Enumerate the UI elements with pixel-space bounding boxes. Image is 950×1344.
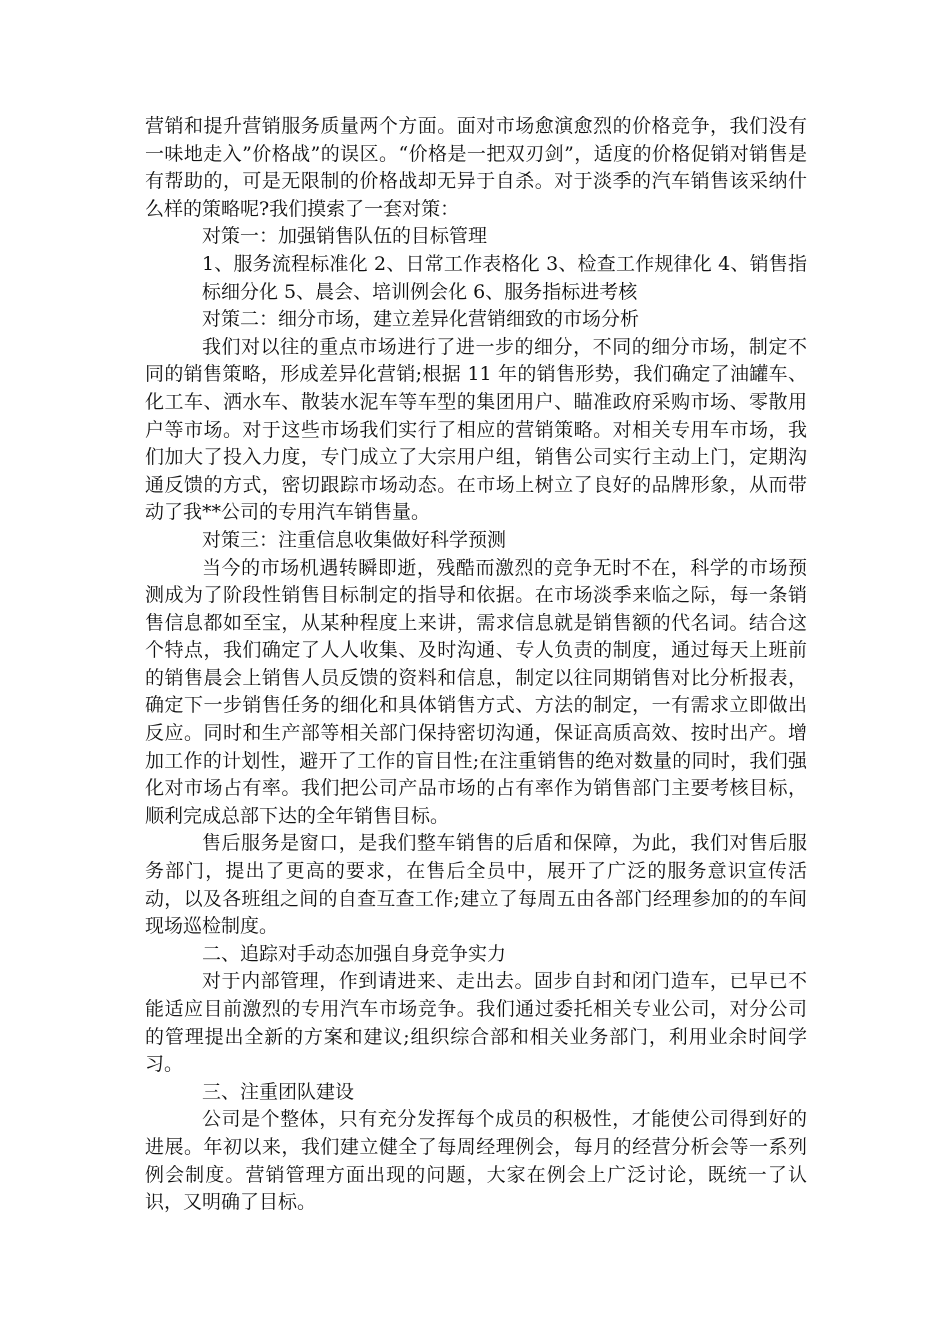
paragraph-after-sales: 售后服务是窗口，是我们整车销售的后盾和保障，为此，我们对售后服务部门，提出了更高的要求，在售后全员中，展开了广泛的服务意识宣传活动，以及各班组之间的自查互查工作;建立了每周五由各部门经理参加的的车间现场巡检制度。	[145, 832, 807, 938]
paragraph-team-building: 公司是个整体，只有充分发挥每个成员的积极性，才能使公司得到好的进展。年初以来，我们建立健全了每周经理例会，每月的经营分析会等一系列例会制度。营销管理方面出现的问题，大家在例会上广泛讨论，既统一了认识，又明确了目标。	[145, 1108, 807, 1214]
heading-strategy-one: 对策一：加强销售队伍的目标管理	[202, 225, 488, 248]
heading-section-three: 三、注重团队建设	[202, 1080, 355, 1103]
strategy-one-list: 1、服务流程标准化 2、日常工作表格化 3、检查工作规律化 4、销售指标细分化 5、晨会、培训例会化 6、服务指标进考核	[202, 252, 807, 303]
document-page	[145, 113, 807, 1217]
heading-section-two: 二、追踪对手动态加强自身竞争实力	[202, 942, 507, 965]
paragraph-forecasting: 当今的市场机遇转瞬即逝，残酷而激烈的竞争无时不在，科学的市场预测成为了阶段性销售目标制定的指导和依据。在市场淡季来临之际，每一条销售信息都如至宝，从某种程度上来讲，需求信息就是销售额的代名词。结合这个特点，我们确定了人人收集、及时沟通、专人负责的制度，通过每天上班前的销售晨会上销售人员反馈的资料和信息，制定以往同期销售对比分析报表，确定下一步销售任务的细化和具体销售方式、方法的制定，一有需求立即做出反应。同时和生产部等相关部门保持密切沟通，保证高质高效、按时出产。增加工作的计划性，避开了工作的盲目性;在注重销售的绝对数量的同时，我们强化对市场占有率。我们把公司产品市场的占有率作为销售部门主要考核目标，顺利完成总部下达的全年销售目标。	[145, 556, 807, 827]
heading-strategy-three: 对策三：注重信息收集做好科学预测	[202, 528, 507, 551]
heading-strategy-two: 对策二：细分市场，建立差异化营销细致的市场分析	[202, 308, 640, 331]
paragraph-market-segmentation: 我们对以往的重点市场进行了进一步的细分，不同的细分市场，制定不同的销售策略，形成差异化营销;根据 11 年的销售形势，我们确定了油罐车、化工车、洒水车、散装水泥车等车型的集团用户、瞄准政府采购市场、零散用户等市场。对于这些市场我们实行了相应的营销策略。对相关专用车市场，我们加大了投入力度，专门成立了大宗用户组，销售公司实行主动上门，定期沟通反馈的方式，密切跟踪市场动态。在市场上树立了良好的品牌形象，从而带动了我**公司的专用汽车销售量。	[145, 335, 807, 524]
paragraph-internal-management: 对于内部管理，作到请进来、走出去。固步自封和闭门造车，已早已不能适应目前激烈的专用汽车市场竞争。我们通过委托相关专业公司，对分公司的管理提出全新的方案和建议;组织综合部和相关业务部门，利用业余时间学习。	[145, 970, 807, 1076]
paragraph-intro: 营销和提升营销服务质量两个方面。面对市场愈演愈烈的价格竞争，我们没有一味地走入”价格战”的误区。“价格是一把双刃剑”，适度的价格促销对销售是有帮助的，可是无限制的价格战却无异于自杀。对于淡季的汽车销售该采纳什么样的策略呢?我们摸索了一套对策：	[145, 115, 807, 220]
